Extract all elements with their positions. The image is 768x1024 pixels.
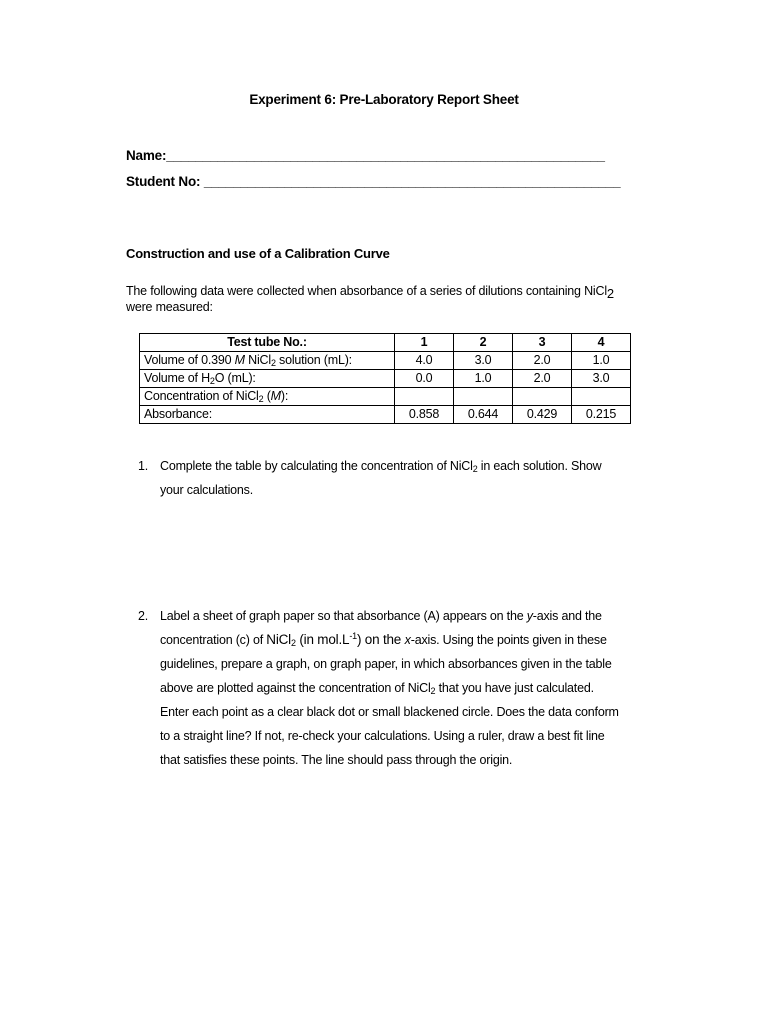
table-cell-empty: [572, 388, 631, 406]
table-cell: 0.644: [454, 406, 513, 424]
table-cell: 2.0: [513, 370, 572, 388]
student-number-field: [126, 174, 620, 189]
table-row: [140, 370, 631, 388]
question-text: Label a sheet of graph paper so that absorbance (A) appears on the y-axis and the concentration (c) of NiCl$_2$ (in $mol.L^{-1}$) on the x-axis. Using the points given in these guidelines, prepare a graph, on graph paper, in which absorbances given in the table above are plotted against the concentration of NiCl$_2$ that you have just calculated. Enter each point as a clear black dot or small blackened circle. Does the data conform to a straight line? If not, re-check your calculations. Using a ruler, draw a best fit line that satisfies these points. The line should pass through the origin.: [160, 609, 619, 767]
student-number-blank-line: _________________________________________________________: [203, 174, 621, 189]
question-number: 2.: [138, 609, 149, 623]
table-cell: 3.0: [454, 352, 513, 370]
name-label: Name:: [126, 148, 167, 163]
name-blank-line: ____________________________________________________________: [166, 148, 605, 163]
header-tube-3: 3: [513, 334, 572, 352]
student-number-label: Student No:: [126, 174, 201, 189]
table-cell: 0.215: [572, 406, 631, 424]
table-cell-empty: [454, 388, 513, 406]
table-cell: 2.0: [513, 352, 572, 370]
table-cell-empty: [513, 388, 572, 406]
data-table: [139, 333, 631, 424]
page-title: Experiment 6: Pre-Laboratory Report Sheet: [249, 92, 519, 107]
question-2: [138, 609, 678, 779]
table-cell: 0.0: [395, 370, 454, 388]
question-number: 1.: [138, 459, 149, 473]
table-cell: 0.858: [395, 406, 454, 424]
name-field: [126, 148, 605, 163]
row-label-volume-nicl2: Volume of 0.390 M NiCl$_2$ solution (mL):: [140, 352, 395, 370]
table-cell: 1.0: [572, 352, 631, 370]
table-cell: 3.0: [572, 370, 631, 388]
row-label-volume-h2o: Volume of $H_2O$ (mL):: [140, 370, 395, 388]
table-cell: 0.429: [513, 406, 572, 424]
table-cell: 1.0: [454, 370, 513, 388]
header-tube-2: 2: [454, 334, 513, 352]
header-label: Test tube No.:: [140, 334, 395, 352]
table-cell-empty: [395, 388, 454, 406]
row-label-absorbance: Absorbance:: [140, 406, 395, 424]
question-1: [138, 459, 678, 519]
table-row: [140, 352, 631, 370]
row-label-concentration: Concentration of NiCl$_2$ (M):: [140, 388, 395, 406]
header-tube-1: 1: [395, 334, 454, 352]
table-cell: 4.0: [395, 352, 454, 370]
section-heading: Construction and use of a Calibration Curve: [126, 246, 390, 261]
table-row: [140, 406, 631, 424]
header-tube-4: 4: [572, 334, 631, 352]
table-row: [140, 388, 631, 406]
question-text: Complete the table by calculating the concentration of NiCl$_2$ in each solution. Show your calculations.: [160, 459, 602, 497]
intro-paragraph: The following data were collected when absorbance of a series of dilutions containing NiCl2 were measured:: [126, 284, 614, 314]
table-header-row: [140, 334, 631, 352]
